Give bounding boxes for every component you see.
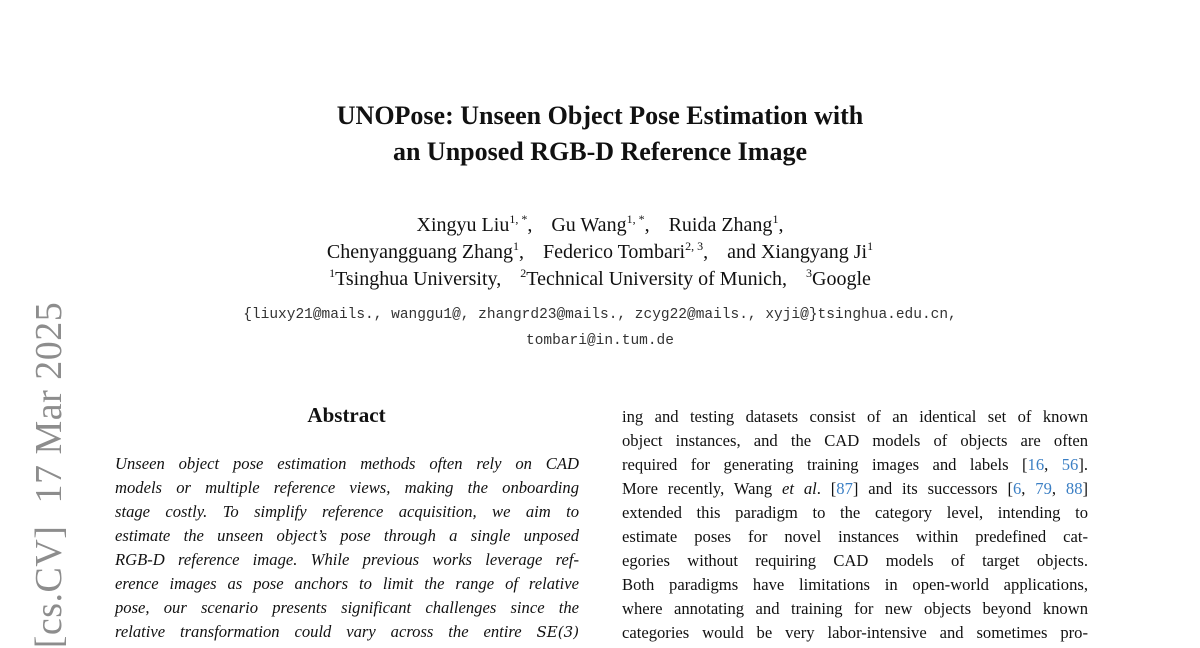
arxiv-date: 17 Mar 2025 (28, 301, 70, 504)
abstract-line: relative transformation could vary across the entire SE(3) (115, 622, 579, 641)
author: Ruida Zhang$^1$, (668, 212, 784, 236)
abstract-line: stage costly. To simplify reference acquisition, we aim to (115, 502, 579, 521)
email-line-2: tombari@in.tum.de (526, 333, 674, 349)
author-row-2 (150, 239, 1050, 266)
author: Xingyu Liu$^{1, *}$, (416, 212, 533, 236)
math-se3: SE(3) (536, 623, 579, 641)
arxiv-category: [cs.CV] (28, 525, 70, 648)
citation-link[interactable]: 6 (1013, 479, 1022, 498)
abstract-line: RGB-D reference image. While previous works leverage ref- (115, 550, 579, 569)
title-line-1: UNOPose: Unseen Object Pose Estimation with (336, 101, 864, 130)
intro-line: egories without requiring CAD models of target objects. (622, 551, 1088, 570)
abstract-line: pose, our scenario presents significant challenges since the (115, 598, 579, 617)
intro-line: Both paradigms have limitations in open-world applications, (622, 575, 1088, 594)
intro-line: estimate poses for novel instances within predefined cat- (622, 527, 1088, 546)
author: Gu Wang$^{1, *}$, (551, 212, 650, 236)
title-line-2: an Unposed RGB-D Reference Image (392, 137, 808, 166)
author: Federico Tombari$^{2, 3}$, (543, 239, 709, 263)
abstract-text (115, 452, 579, 644)
citation-link[interactable]: 87 (836, 479, 853, 498)
citation-link[interactable]: 79 (1035, 479, 1052, 498)
abstract-line: Unseen object pose estimation methods often rely on CAD (115, 454, 579, 473)
citation-link[interactable]: 56 (1061, 455, 1079, 474)
author-row-1 (150, 212, 1050, 239)
intro-line: ing and testing datasets consist of an identical set of known (622, 407, 1088, 426)
abstract-line: estimate the unseen object’s pose through a single unposed (115, 526, 579, 545)
email-line-1: {liuxy21@mails., wanggu1@, zhangrd23@mails., zcyg22@mails., xyji@}tsinghua.edu.cn, (243, 307, 957, 323)
author-block (150, 212, 1050, 293)
abstract-heading: Abstract (307, 403, 386, 427)
intro-line: categories would be very labor-intensive and sometimes pro- (622, 623, 1088, 642)
intro-line: where annotating and training for new objects beyond known (622, 599, 1088, 618)
email-block (100, 302, 1100, 354)
affiliation: $^2$Technical University of Munich, (520, 266, 788, 290)
author: Chenyangguang Zhang$^1$, (326, 239, 524, 263)
intro-text (622, 405, 1088, 645)
abstract-line: models or multiple reference views, making the onboarding (115, 478, 579, 497)
intro-line: extended this paradigm to the category level, intending to (622, 503, 1088, 522)
affiliation: $^3$Google (806, 266, 871, 290)
author: and Xiangyang Ji$^1$ (727, 239, 874, 263)
affiliation: $^1$Tsinghua University, (329, 266, 502, 290)
intro-line: object instances, and the CAD models of objects are often (622, 431, 1088, 450)
arxiv-stamp (27, 302, 71, 648)
abstract-line: erence images as pose anchors to limit the range of relative (115, 574, 579, 593)
paper-title (200, 98, 1000, 170)
citation-link[interactable]: 88 (1065, 479, 1083, 498)
citation-link[interactable]: 16 (1027, 455, 1045, 474)
intro-line: More recently, Wang et al. [87] and its successors [6, 79, 88] (622, 479, 1089, 498)
intro-line: required for generating training images and labels [16, 56]. (622, 455, 1088, 474)
affiliations (150, 266, 1050, 293)
